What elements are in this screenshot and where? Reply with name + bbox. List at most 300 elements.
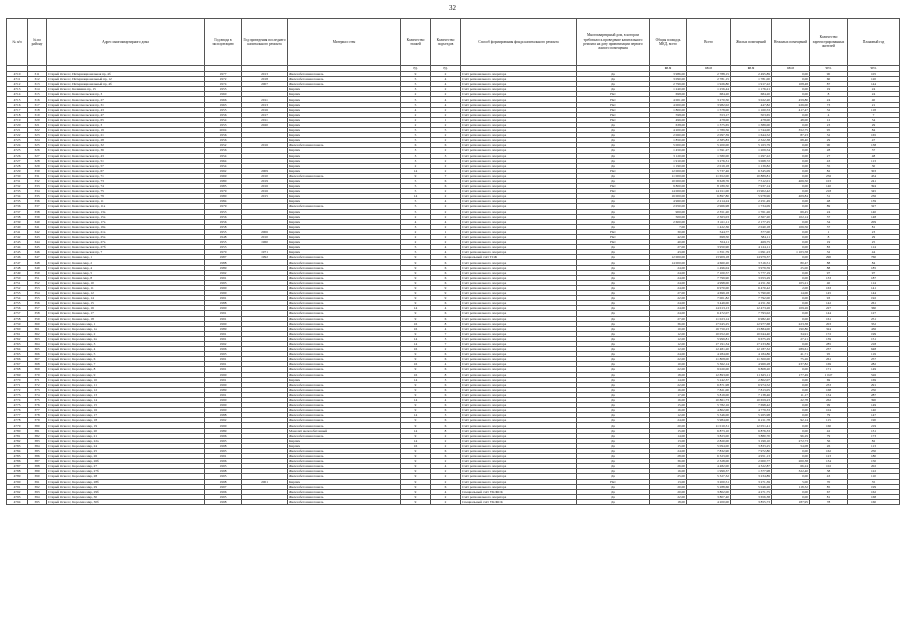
cell-planned-year: 84 <box>848 128 900 133</box>
header-area-living: Жилых помещений <box>731 19 772 66</box>
cell-planned-year: 122 <box>848 469 900 474</box>
cell-in-program: Да <box>577 306 650 311</box>
cell-address: Старый Оскол г, Комсомольская пр, 74 <box>47 184 205 189</box>
cell-area-living: 6 345,09 <box>731 168 772 173</box>
cell-fund-method: Счёт регионального оператора <box>461 189 577 194</box>
cell-num-district: 323 <box>28 133 47 138</box>
cell-in-program: Да <box>577 382 650 387</box>
cell-num-district: 372 <box>28 382 47 387</box>
cell-area-total-mkd: 12 000,00 <box>650 255 687 260</box>
cell-year-built: 1991 <box>205 316 242 321</box>
cell-in-program: Нет <box>577 107 650 112</box>
cell-residents: 73 <box>810 102 848 107</box>
cell-num-district: 315 <box>28 92 47 97</box>
cell-num-district: 369 <box>28 367 47 372</box>
cell-num-district: 375 <box>28 398 47 403</box>
cell-floors: 2 <box>401 214 431 219</box>
cell-fund-method: Счёт регионального оператора <box>461 153 577 158</box>
cell-num-district: 330 <box>28 168 47 173</box>
cell-area-nonliving: 102,14 <box>772 214 810 219</box>
cell-wall-material: Кирпич <box>288 250 401 255</box>
cell-in-program: Да <box>577 454 650 459</box>
cell-wall-material: Железобетонная панель <box>288 423 401 428</box>
cell-num-district: 331 <box>28 173 47 178</box>
cell-area-nonliving: 406,50 <box>772 178 810 183</box>
cell-fund-method: Счёт регионального оператора <box>461 194 577 199</box>
cell-wall-material: Железобетонная панель <box>288 469 401 474</box>
cell-wall-material: Железобетонная панель <box>288 285 401 290</box>
cell-area-living: 1 176,21 <box>731 87 772 92</box>
cell-area-living: 5 046,26 <box>731 484 772 489</box>
cell-area-living: 10 044,40 <box>731 331 772 336</box>
cell-num: 4779 <box>7 423 28 428</box>
cell-planned-year: 48 <box>848 153 900 158</box>
cell-year-built: 1998 <box>205 469 242 474</box>
cell-address: Старый Оскол г, Комсомольская пр, 15а <box>47 214 205 219</box>
cell-entrances: 6 <box>431 403 461 408</box>
cell-fund-method: Счёт регионального оператора <box>461 240 577 245</box>
cell-in-program: Нет <box>577 229 650 234</box>
cell-fund-method: Счёт регионального оператора <box>461 235 577 240</box>
cell-num: 4763 <box>7 341 28 346</box>
cell-year-built: 1998 <box>205 499 242 504</box>
cell-residents: 123 <box>810 454 848 459</box>
cell-residents: 60 <box>810 77 848 82</box>
cell-floors: 5 <box>401 77 431 82</box>
cell-num: 4757 <box>7 311 28 316</box>
cell-num: 4726 <box>7 153 28 158</box>
cell-planned-year: 187 <box>848 275 900 280</box>
cell-num-district: 350 <box>28 270 47 275</box>
cell-area-total-mkd: 40,00 <box>650 240 687 245</box>
cell-in-program: Да <box>577 77 650 82</box>
cell-num: 4761 <box>7 331 28 336</box>
cell-area-living: 4 124,11 <box>731 245 772 250</box>
cell-floors: 9 <box>401 382 431 387</box>
cell-floors: 6 <box>401 143 431 148</box>
cell-area-all: 7 832,90 <box>687 448 731 453</box>
cell-year-built: 1990 <box>205 408 242 413</box>
cell-planned-year: 114 <box>848 245 900 250</box>
cell-floors: 16 <box>401 372 431 377</box>
cell-area-all: 1 578,00 <box>687 107 731 112</box>
cell-area-living: 7 698,42 <box>731 403 772 408</box>
cell-entrances: 3 <box>431 413 461 418</box>
cell-area-living: 4 251,36 <box>731 301 772 306</box>
header-planned-year: Плановый год <box>848 19 900 66</box>
cell-area-nonliving: 0,00 <box>772 122 810 127</box>
cell-floors: 3 <box>401 148 431 153</box>
cell-floors: 16 <box>401 362 431 367</box>
cell-num: 4759 <box>7 321 28 326</box>
cell-area-all: 10 052,20 <box>687 331 731 336</box>
cell-area-total-mkd: 7,00 <box>650 224 687 229</box>
cell-planned-year: 119 <box>848 352 900 357</box>
cell-num-district: 379 <box>28 418 47 423</box>
cell-address: Старый Оскол г, Комсомольская пр, 27а <box>47 240 205 245</box>
cell-address: Старый Оскол г, Королева мкр, 9 <box>47 372 205 377</box>
cell-fund-method: Счёт регионального оператора <box>461 418 577 423</box>
cell-area-total-mkd: 698,00 <box>650 92 687 97</box>
cell-num: 4771 <box>7 382 28 387</box>
cell-planned-year: 23 <box>848 229 900 234</box>
cell-wall-material: Кирпич <box>288 153 401 158</box>
cell-floors: 3 <box>401 87 431 92</box>
cell-num-district: 317 <box>28 102 47 107</box>
cell-floors: 2 <box>401 163 431 168</box>
cell-area-all: 1 496,04 <box>687 265 731 270</box>
cell-num: 4758 <box>7 316 28 321</box>
cell-address: Старый Оскол г, Королева мкр, 6 <box>47 357 205 362</box>
cell-fund-method: Счёт регионального оператора <box>461 296 577 301</box>
cell-year-built: 1993 <box>205 464 242 469</box>
cell-num-district: 381 <box>28 428 47 433</box>
cell-wall-material: Кирпич <box>288 443 401 448</box>
cell-year-built: 1991 <box>205 392 242 397</box>
cell-address: Старый Оскол г, Королева мкр, 26б <box>47 459 205 464</box>
cell-planned-year: 526 <box>848 372 900 377</box>
cell-residents: 140 <box>810 184 848 189</box>
cell-address: Старый Оскол г, Комсомольская пр, 31 <box>47 102 205 107</box>
cell-num: 4746 <box>7 255 28 260</box>
cell-floors: 9 <box>401 474 431 479</box>
cell-area-total-mkd: 16,00 <box>650 387 687 392</box>
page-number: 32 <box>449 4 456 12</box>
cell-wall-material: Железобетонная панель <box>288 362 401 367</box>
cell-num-district: 346 <box>28 250 47 255</box>
cell-wall-material: Железобетонная панель <box>288 204 401 209</box>
header-num: № п/п <box>7 19 28 66</box>
cell-num-district: 374 <box>28 392 47 397</box>
cell-num: 4710 <box>7 72 28 77</box>
cell-planned-year: 218 <box>848 341 900 346</box>
cell-area-all: 4 660,20 <box>687 260 731 265</box>
cell-area-nonliving: 0,00 <box>772 255 810 260</box>
cell-area-nonliving: 2,00 <box>772 285 810 290</box>
cell-floors: 5 <box>401 102 431 107</box>
cell-fund-method: Счёт регионального оператора <box>461 107 577 112</box>
cell-address: Старый Оскол г, Королева мкр, 19 <box>47 423 205 428</box>
cell-entrances: 4 <box>431 245 461 250</box>
cell-num-district: 334 <box>28 189 47 194</box>
cell-num: 4745 <box>7 250 28 255</box>
cell-planned-year: 261 <box>848 301 900 306</box>
cell-in-program: Да <box>577 285 650 290</box>
header-year-built: Год ввода в эксплуатацию <box>205 19 242 66</box>
header-floors: Количество этажей <box>401 19 431 66</box>
cell-wall-material: Кирпич <box>288 102 401 107</box>
cell-floors: 2 <box>401 229 431 234</box>
cell-floors: 9 <box>401 255 431 260</box>
cell-residents: 23 <box>810 122 848 127</box>
cell-num-district: 363 <box>28 336 47 341</box>
cell-residents: 42 <box>810 428 848 433</box>
cell-area-nonliving: 0,00 <box>772 143 810 148</box>
cell-num: 4724 <box>7 143 28 148</box>
cell-fund-method: Счёт регионального оператора <box>461 250 577 255</box>
cell-num-district: 329 <box>28 163 47 168</box>
cell-year-built: 2004 <box>205 128 242 133</box>
cell-area-all: 3 807,40 <box>687 494 731 499</box>
cell-area-all: 2 363,03 <box>687 214 731 219</box>
cell-year-repair: 2007 <box>242 82 288 87</box>
cell-wall-material: Железобетонная панель <box>288 464 401 469</box>
header-fund-method: Способ формирования фонда капитального ремонта <box>461 19 577 66</box>
cell-area-all: 1 375,65 <box>687 122 731 127</box>
cell-year-repair: 1971 <box>242 250 288 255</box>
cell-year-built: 1991 <box>205 367 242 372</box>
cell-year-built: 1990 <box>205 285 242 290</box>
cell-num: 4765 <box>7 352 28 357</box>
cell-planned-year: 127 <box>848 311 900 316</box>
cell-residents: 69 <box>810 377 848 382</box>
cell-num: 4725 <box>7 148 28 153</box>
cell-area-all: 5 346,00 <box>687 413 731 418</box>
cell-wall-material: Железобетонная панель <box>288 448 401 453</box>
cell-area-total-mkd: 638,00 <box>650 122 687 127</box>
cell-entrances: 2 <box>431 107 461 112</box>
cell-in-program: Нет <box>577 112 650 117</box>
cell-entrances: 4 <box>431 362 461 367</box>
cell-wall-material: Кирпич <box>288 209 401 214</box>
cell-floors: 9 <box>401 352 431 357</box>
cell-area-nonliving: 0,00 <box>772 163 810 168</box>
cell-wall-material: Кирпич <box>288 479 401 484</box>
cell-area-nonliving: 25,00 <box>772 265 810 270</box>
cell-entrances: 6 <box>431 316 461 321</box>
cell-area-nonliving: 96,29 <box>772 433 810 438</box>
cell-in-program: Нет <box>577 117 650 122</box>
cell-wall-material: Железобетонная панель <box>288 326 401 331</box>
cell-fund-method: Счёт регионального оператора <box>461 285 577 290</box>
cell-year-built: 1991 <box>205 296 242 301</box>
cell-in-program: Нет <box>577 92 650 97</box>
cell-area-total-mkd: 20,00 <box>650 489 687 494</box>
header-in-program: Многоквартирный дом, в котором требовалось проведение капитального ремонта на дату приватизации первого жилого помещения <box>577 19 650 66</box>
cell-area-total-mkd: 24,00 <box>650 275 687 280</box>
cell-area-total-mkd: 22,00 <box>650 357 687 362</box>
cell-entrances: 6 <box>431 280 461 285</box>
cell-entrances: 2 <box>431 148 461 153</box>
cell-wall-material: Кирпич <box>288 229 401 234</box>
cell-floors: 14 <box>401 194 431 199</box>
cell-area-nonliving: 66,24 <box>772 464 810 469</box>
cell-address: Старый Оскол г, Королева мкр, 29 <box>47 484 205 489</box>
cell-area-living: 1 297,22 <box>731 153 772 158</box>
cell-area-nonliving: 5,00 <box>772 479 810 484</box>
cell-area-living: 1 744,00 <box>731 128 772 133</box>
cell-area-all: 4 998,00 <box>687 280 731 285</box>
cell-fund-method: Счёт регионального оператора <box>461 245 577 250</box>
cell-fund-method: Счёт регионального оператора <box>461 341 577 346</box>
cell-area-all: 1 256,44 <box>687 87 731 92</box>
cell-year-built: 1995 <box>205 474 242 479</box>
cell-year-built: 1992 <box>205 270 242 275</box>
cell-area-nonliving: 417,47 <box>772 107 810 112</box>
cell-num-district: 376 <box>28 403 47 408</box>
cell-num: 4723 <box>7 138 28 143</box>
cell-in-program: Да <box>577 387 650 392</box>
cell-residents: 133 <box>810 275 848 280</box>
cell-wall-material: Железобетонная панель <box>288 82 401 87</box>
cell-in-program: Да <box>577 326 650 331</box>
cell-area-nonliving: 0,00 <box>772 245 810 250</box>
cell-area-all: 684,20 <box>687 92 731 97</box>
cell-residents: 88 <box>810 260 848 265</box>
cell-area-nonliving: 0,00 <box>772 428 810 433</box>
cell-num: 4772 <box>7 387 28 392</box>
cell-floors: 9 <box>401 265 431 270</box>
cell-num: 4735 <box>7 199 28 204</box>
cell-in-program: Да <box>577 392 650 397</box>
cell-num-district: 367 <box>28 357 47 362</box>
cell-year-built: 1993 <box>205 438 242 443</box>
cell-address: Старый Оскол г, Королева мкр, 7 <box>47 362 205 367</box>
cell-area-living: 377,00 <box>731 229 772 234</box>
cell-entrances: 8 <box>431 372 461 377</box>
cell-floors: 14 <box>401 428 431 433</box>
cell-area-living: 1 761,26 <box>731 209 772 214</box>
cell-in-program: Да <box>577 413 650 418</box>
cell-in-program: Да <box>577 433 650 438</box>
cell-planned-year: 114 <box>848 280 900 285</box>
cell-year-built: 1954 <box>205 153 242 158</box>
cell-address: Старый Оскол г, Королева мкр, 4 <box>47 347 205 352</box>
cell-year-built: 1979 <box>205 204 242 209</box>
cell-fund-method: Счёт регионального оператора <box>461 82 577 87</box>
cell-fund-method: Счёт регионального оператора <box>461 367 577 372</box>
cell-entrances: 2 <box>431 479 461 484</box>
cell-area-all: 478,00 <box>687 117 731 122</box>
cell-floors: 9 <box>401 301 431 306</box>
cell-address: Старый Оскол г, Королева мкр, 14 <box>47 398 205 403</box>
cell-address: Старый Оскол г, Королева мкр, 20 <box>47 428 205 433</box>
cell-address: Старый Оскол г, Королева мкр, 12 <box>47 387 205 392</box>
cell-fund-method: Счёт регионального оператора <box>461 143 577 148</box>
cell-residents: 144 <box>810 311 848 316</box>
cell-year-built: 1984 <box>205 199 242 204</box>
cell-area-total-mkd: 24,00 <box>650 280 687 285</box>
table-header <box>7 19 900 72</box>
cell-num-district: 333 <box>28 184 47 189</box>
cell-planned-year: 209 <box>848 219 900 224</box>
cell-planned-year: 436 <box>848 326 900 331</box>
cell-year-repair: 2011 <box>242 117 288 122</box>
cell-planned-year: 190 <box>848 418 900 423</box>
cell-num: 4793 <box>7 494 28 499</box>
cell-year-built: 1993 <box>205 352 242 357</box>
cell-in-program: Да <box>577 265 650 270</box>
cell-year-built: 1990 <box>205 423 242 428</box>
cell-area-living: 1 160,53 <box>731 107 772 112</box>
cell-address: Старый Оскол г, Комсомольская пр, 21 <box>47 133 205 138</box>
cell-num-district: 354 <box>28 291 47 296</box>
cell-num-district: 358 <box>28 311 47 316</box>
cell-address: Старый Оскол г, Конева мкр, 17 <box>47 311 205 316</box>
cell-area-nonliving: 75,26 <box>772 357 810 362</box>
cell-num: 4777 <box>7 413 28 418</box>
cell-in-program: Да <box>577 301 650 306</box>
cell-entrances: 2 <box>431 224 461 229</box>
cell-fund-method: Счёт регионального оператора <box>461 133 577 138</box>
cell-num: 4740 <box>7 224 28 229</box>
cell-fund-method: Счёт регионального оператора <box>461 204 577 209</box>
cell-fund-method: Специальный счёт ТСЖ <box>461 255 577 260</box>
cell-num: 4737 <box>7 209 28 214</box>
cell-entrances: 6 <box>431 301 461 306</box>
cell-num: 4720 <box>7 122 28 127</box>
cell-num-district: 392 <box>28 484 47 489</box>
cell-area-nonliving: 92,14 <box>772 418 810 423</box>
cell-area-all: 13 909,18 <box>687 255 731 260</box>
cell-area-total-mkd: 12 000,00 <box>650 168 687 173</box>
cell-planned-year: 35 <box>848 479 900 484</box>
cell-address: Старый Оскол г, Конева мкр, 15 <box>47 301 205 306</box>
cell-year-repair: 2016 <box>242 184 288 189</box>
cell-area-living: 1 091,23 <box>731 250 772 255</box>
cell-area-nonliving: 0,00 <box>772 403 810 408</box>
cell-fund-method: Счёт регионального оператора <box>461 128 577 133</box>
cell-area-total-mkd: 22,00 <box>650 367 687 372</box>
cell-area-total-mkd: 22,00 <box>650 382 687 387</box>
cell-in-program: Да <box>577 255 650 260</box>
cell-planned-year: 257 <box>848 357 900 362</box>
cell-area-nonliving: 0,00 <box>772 408 810 413</box>
cell-area-living: 478,00 <box>731 117 772 122</box>
cell-area-total-mkd: 3 986,00 <box>650 72 687 77</box>
cell-planned-year: 81 <box>848 224 900 229</box>
cell-area-all: 1 591,27 <box>687 148 731 153</box>
cell-area-total-mkd: 24,00 <box>650 418 687 423</box>
cell-area-nonliving: 187,95 <box>772 499 810 504</box>
cell-fund-method: Счёт регионального оператора <box>461 479 577 484</box>
cell-floors: 3 <box>401 224 431 229</box>
cell-year-built: 1956 <box>205 214 242 219</box>
cell-in-program: Да <box>577 143 650 148</box>
cell-fund-method: Счёт регионального оператора <box>461 469 577 474</box>
register-table <box>6 18 900 505</box>
cell-floors: 9 <box>401 423 431 428</box>
cell-address: Старый Оскол г, Интернациональный пр, 12 <box>47 77 205 82</box>
cell-num-district: 368 <box>28 362 47 367</box>
cell-wall-material: Железобетонная панель <box>288 306 401 311</box>
cell-wall-material: Кирпич <box>288 87 401 92</box>
cell-wall-material: Кирпич <box>288 112 401 117</box>
cell-floors: 9 <box>401 296 431 301</box>
cell-num: 4788 <box>7 469 28 474</box>
cell-in-program: Да <box>577 72 650 77</box>
cell-residents: 168 <box>810 387 848 392</box>
cell-num-district: 382 <box>28 433 47 438</box>
cell-fund-method: Специальный счёт УК/ЖСК <box>461 489 577 494</box>
cell-wall-material: Монолит железобетонный <box>288 428 401 433</box>
cell-year-built: 1996 <box>205 433 242 438</box>
cell-in-program: Да <box>577 133 650 138</box>
cell-planned-year: 118 <box>848 107 900 112</box>
cell-wall-material: Железобетонная панель <box>288 311 401 316</box>
cell-entrances: 2 <box>431 122 461 127</box>
cell-num-district: 332 <box>28 178 47 183</box>
cell-in-program: Да <box>577 464 650 469</box>
cell-year-built: 1990 <box>205 403 242 408</box>
cell-num: 4778 <box>7 418 28 423</box>
cell-entrances: 2 <box>431 474 461 479</box>
cell-in-program: Да <box>577 128 650 133</box>
cell-area-all: 16 750,23 <box>687 326 731 331</box>
cell-area-all: 3 802,00 <box>687 489 731 494</box>
cell-area-total-mkd: 24,00 <box>650 270 687 275</box>
cell-area-living: 3 855,73 <box>731 499 772 504</box>
